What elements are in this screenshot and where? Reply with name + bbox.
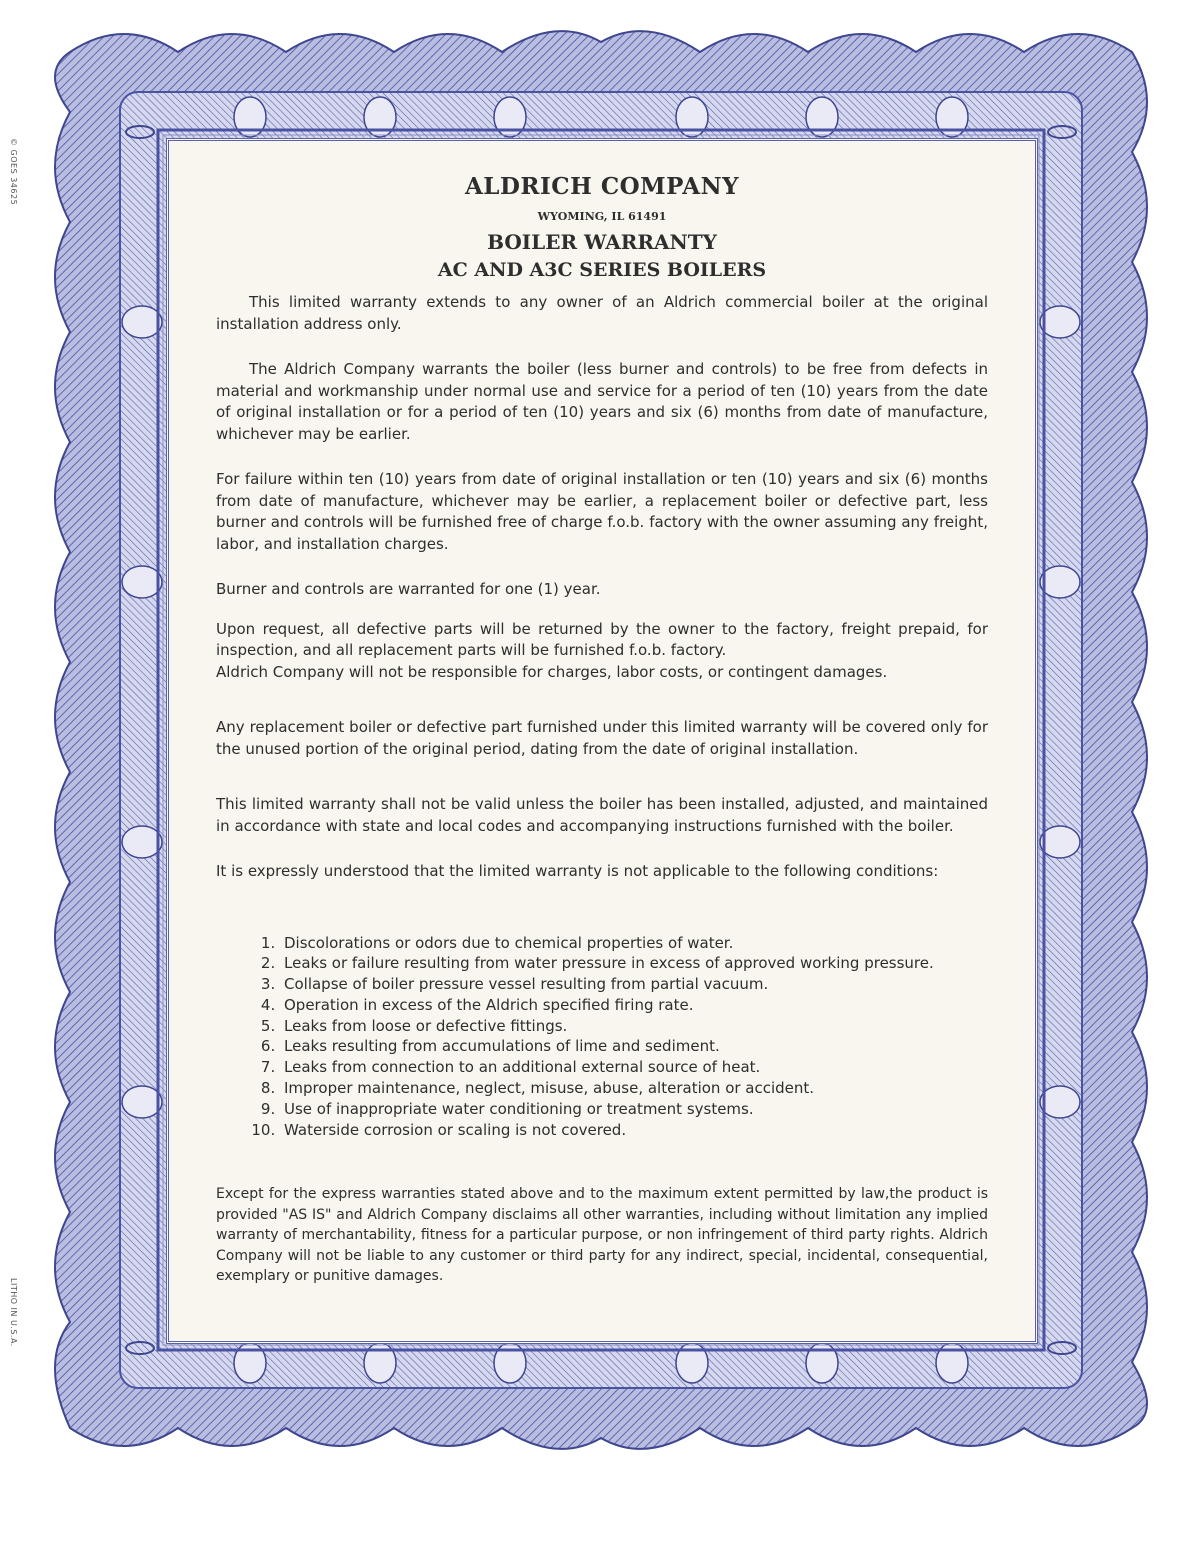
paragraph-validity: This limited warranty shall not be valid unless the boiler has been installed, adjusted, and maintained in accordance with state and local codes and accompanying instructions furnished with the boiler.: [216, 795, 988, 835]
document-title: BOILER WARRANTY: [487, 230, 717, 254]
paragraph-failure-coverage: For failure within ten (10) years from date of original installation or ten (10) years and six (6) months from date of manufacture, whichever may be earlier, a replacement boiler or defective part, less burner and controls will be furnished free of charge f.o.b. factory with the owner assuming any freight, labor, and installation charges.: [216, 470, 988, 553]
list-item: 7. Leaks from connection to an additional external source of heat.: [280, 1057, 988, 1078]
company-name: ALDRICH COMPANY: [464, 173, 740, 200]
list-item: 1. Discolorations or odors due to chemical properties of water.: [280, 933, 988, 954]
list-item: 5. Leaks from loose or defective fittings.: [280, 1016, 988, 1037]
list-item: 4. Operation in excess of the Aldrich specified firing rate.: [280, 995, 988, 1016]
paragraph-liability: Aldrich Company will not be responsible for charges, labor costs, or contingent damages.: [216, 662, 888, 681]
copyright-mark: © GOES 34625: [9, 138, 18, 206]
paragraph-burner-controls: Burner and controls are warranted for one (1) year.: [216, 580, 601, 598]
warranty-content: [216, 172, 988, 1287]
company-address: WYOMING, IL 61491: [537, 210, 667, 223]
paragraph-replacement: Any replacement boiler or defective part furnished under this limited warranty will be covered only for the unused portion of the original period, dating from the date of original installation.: [216, 718, 988, 758]
list-item: 2. Leaks or failure resulting from water pressure in excess of approved working pressure.: [280, 953, 988, 974]
paragraph-disclaimer: Except for the express warranties stated above and to the maximum extent permitted by law,the product is provided "AS IS" and Aldrich Company disclaims all other warranties, including without limitation any implied warranty of merchantability, fitness for a particular purpose, or non infringement of third party rights. Aldrich Company will not be liable to any customer or third party for any indirect, special, incidental, consequential, exemplary or punitive damages.: [216, 1186, 988, 1285]
exclusions-list: [216, 933, 988, 1141]
paragraph-exclusions-intro: It is expressly understood that the limited warranty is not applicable to the following conditions:: [216, 862, 939, 880]
paragraph-returns: Upon request, all defective parts will be returned by the owner to the factory, freight prepaid, for inspection, and all replacement parts will be furnished f.o.b. factory.: [216, 619, 988, 659]
list-item: 3. Collapse of boiler pressure vessel resulting from partial vacuum.: [280, 974, 988, 995]
litho-mark: LITHO IN U.S.A.: [9, 1278, 18, 1347]
list-item: 9. Use of inappropriate water conditioning or treatment systems.: [280, 1099, 988, 1120]
list-item: 6. Leaks resulting from accumulations of lime and sediment.: [280, 1036, 988, 1057]
list-item: 10. Waterside corrosion or scaling is not covered.: [280, 1120, 988, 1141]
paragraph-warranty-terms: The Aldrich Company warrants the boiler (less burner and controls) to be free from defects in material and workmanship under normal use and service for a period of ten (10) years from the date of original installation or for a period of ten (10) years and six (6) months from date of manufacture, whichever may be earlier.: [216, 360, 988, 443]
list-item: 8. Improper maintenance, neglect, misuse, abuse, alteration or accident.: [280, 1078, 988, 1099]
paragraph-scope: This limited warranty extends to any owner of an Aldrich commercial boiler at the original installation address only.: [216, 293, 988, 333]
series-title: AC AND A3C SERIES BOILERS: [437, 259, 767, 281]
